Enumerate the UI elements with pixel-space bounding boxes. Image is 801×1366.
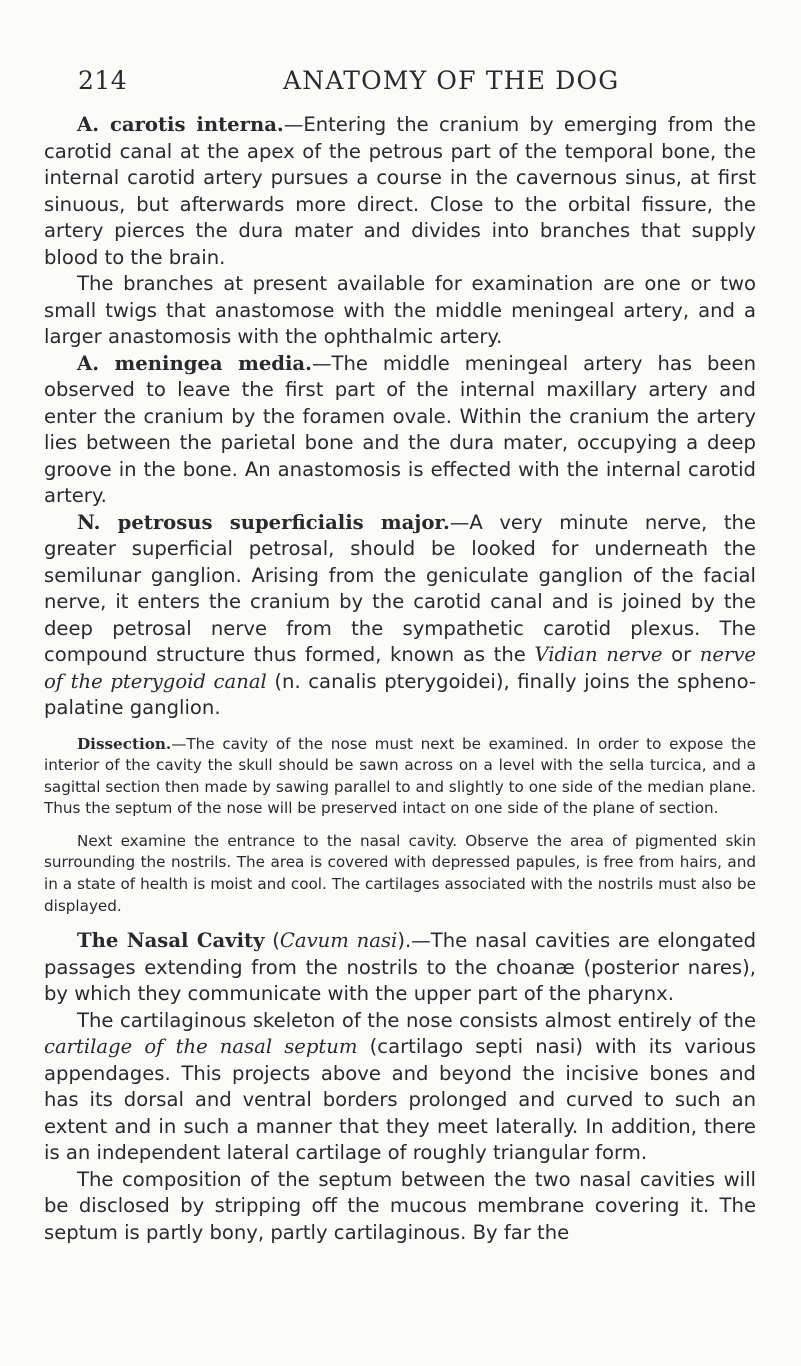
running-head	[78, 66, 738, 106]
text-petrosus-2: or	[662, 643, 700, 666]
paragraph-dissection	[44, 734, 756, 820]
heading-nasal-cavity: The Nasal Cavity	[77, 929, 265, 953]
text-cartilage-a: The cartilaginous skeleton of the nose consists almost entirely of the	[77, 1008, 756, 1032]
text-carotis-interna: —Entering the cranium by emerging from the carotid canal at the apex of the petrous part of the temporal bone, the internal carotid artery pursues a course in the cavernous sinus, at first sinuous, but afterwards more direct. Close to the orbital fissure, the artery pierces the dura mater and divides into branches that supply blood to the brain.	[44, 113, 756, 269]
text-meningea-media: —The middle meningeal artery has been observed to leave the first part of the internal maxillary artery and enter the cranium by the foramen ovale. Within the cranium the artery lies between the parietal bone and the dura mater, occupying a deep groove in the bone. An anastomosis is effected with the internal carotid artery.	[44, 351, 756, 507]
paragraph-dissection-2	[44, 831, 756, 917]
body-text	[44, 112, 756, 1246]
text-cartilage-b: (cartilago septi nasi) with its various appendages. This projects above and beyond the incisive bones and has its dorsal and ventral borders prolonged and curved to such an extent and in such a manner that they meet laterally. In addition, there is an independent lateral cartilage of roughly triangular form.	[44, 1035, 756, 1165]
heading-dissection: Dissection.	[77, 734, 172, 753]
text-petrosus-3: (n. canalis pterygoidei), finally joins the spheno-palatine ganglion.	[44, 669, 756, 719]
heading-carotis-interna: A. carotis interna.	[77, 113, 284, 136]
term-cartilage-nasal-septum: cartilage of the nasal septum	[44, 1035, 358, 1059]
paragraph-nasal-cavity	[44, 928, 756, 1008]
paragraph-carotis-branches	[44, 271, 756, 351]
text-septum-composition: The composition of the septum between the two nasal cavities will be disclosed by stripping off the mucous membrane covering it. The septum is partly bony, partly cartilaginous. By far the	[44, 1167, 756, 1244]
text-nasal-cavity-a: (	[264, 929, 280, 953]
running-title: ANATOMY OF THE DOG	[283, 66, 620, 95]
text-nasal-cavity-b: ).—The nasal cavities are elongated passages extending from the nostrils to the choanæ (posterior nares), by which they communicate with the upper part of the pharynx.	[44, 929, 757, 1006]
page-number: 214	[78, 66, 128, 95]
paragraph-cartilaginous-skeleton	[44, 1008, 756, 1167]
heading-meningea-media: A. meningea media.	[77, 351, 312, 375]
heading-petrosus: N. petrosus superficialis major.	[77, 510, 450, 534]
paragraph-petrosus	[44, 510, 756, 722]
paragraph-meningea-media	[44, 351, 756, 510]
term-cavum-nasi: Cavum nasi	[279, 929, 398, 953]
text-dissection-2: Next examine the entrance to the nasal cavity. Observe the area of pigmented skin surrounding the nostrils. The area is covered with depressed papules, is free from hairs, and in a state of health is moist and cool. The cartilages associated with the nostrils must also be displayed.	[44, 831, 756, 915]
paragraph-carotis-interna	[44, 112, 756, 271]
text-petrosus-1: —A very minute nerve, the greater superficial petrosal, should be looked for underneath the semilunar ganglion. Arising from the geniculate ganglion of the facial nerve, it enters the cranium by the carotid canal and is joined by the deep petrosal nerve from the sympathetic carotid plexus. The compound structure thus formed, known as the	[44, 510, 756, 666]
paragraph-septum-composition	[44, 1167, 756, 1247]
text-carotis-branches: The branches at present available for examination are one or two small twigs that anastomose with the middle meningeal artery, and a larger anastomosis with the ophthalmic artery.	[44, 272, 756, 348]
term-pterygoid-canal: nerve of the pterygoid canal	[44, 643, 756, 693]
text-dissection: —The cavity of the nose must next be examined. In order to expose the interior of the cavity the skull should be sawn across on a level with the sella turcica, and a sagittal section then made by sawing parallel to and slightly to one side of the median plane. Thus the septum of the nose will be preserved intact on one side of the plane of section.	[44, 734, 756, 818]
term-vidian-nerve: Vidian nerve	[534, 643, 663, 666]
